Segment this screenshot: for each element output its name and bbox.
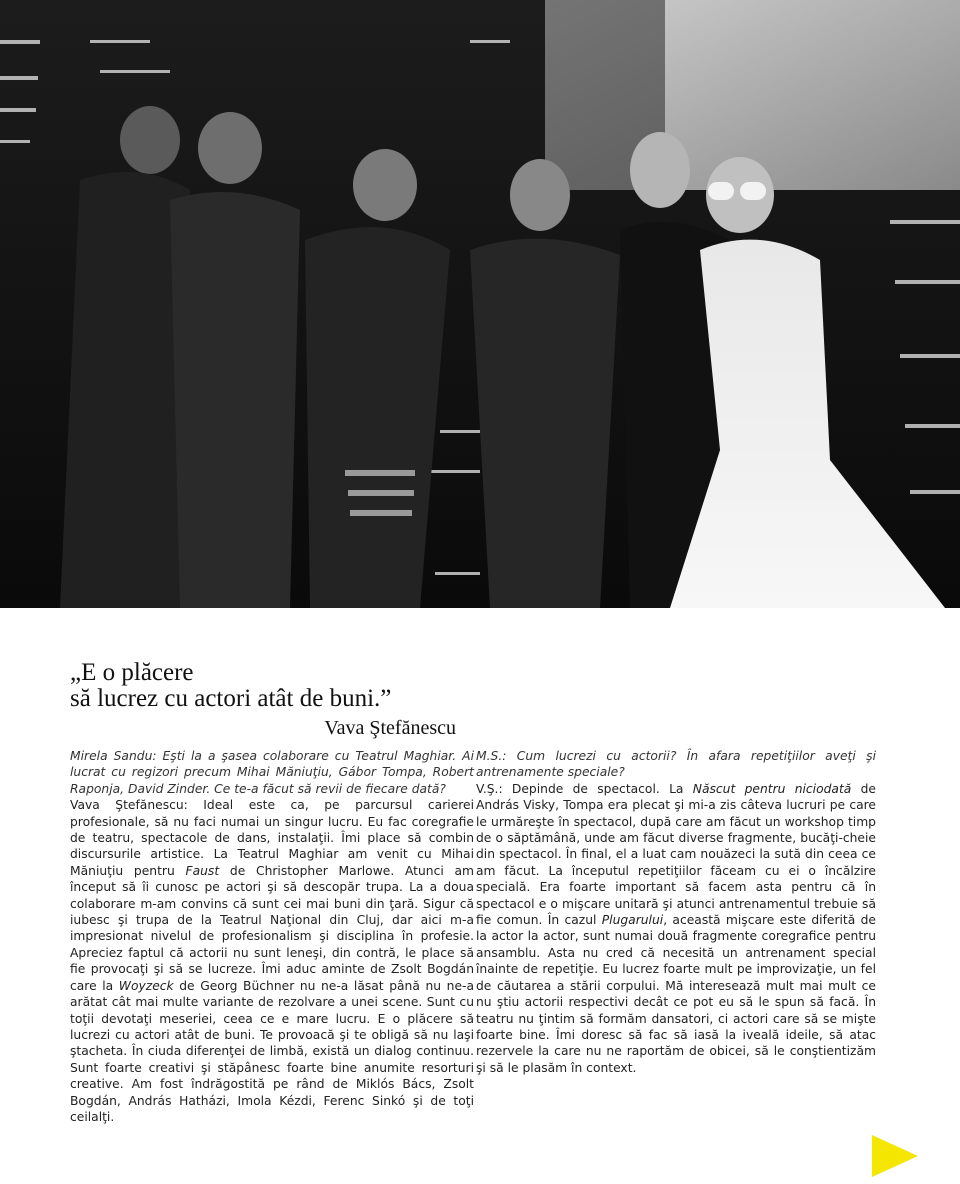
answer-2-part-3: , această mişcare este diferită de la actor la actor, sunt numai două fragmente coregrafice pentru ansamblu. Asta nu cred că necesită un antrenament special înainte de repetiţie. Eu lucrez foarte mult pe improvizaţie, un fel de căutarea a stării corpului. Mă interesează mult mai mult ce nu ştiu actorii respectivi decât ce pot eu să le spun să facă. În teatru nu ţintim să formăm dansatori, ci actori care să se mişte foarte bine. Îmi doresc să fac să iasă la iveală ideile, să atac rezervele la care nu ne raportăm de obicei, să le conştientizăm şi să le plasăm în context. <box>476 913 876 1075</box>
answer-2-part-1: V.Ş.: Depinde de spectacol. La <box>476 781 693 796</box>
interview-column-left <box>70 748 474 1125</box>
quote-line-1: „E o plăcere <box>70 659 194 686</box>
question-1: Mirela Sandu: Eşti la a şasea colaborare cu Teatrul Maghiar. Ai lucrat cu regizori precum Mihai Măniuţiu, Gábor Tompa, Robert Raponja, David Zinder. Ce te-a făcut să revii de fiecare dată? <box>70 749 474 796</box>
answer-2 <box>476 781 876 1076</box>
title-woyzeck: Woyzeck <box>118 978 174 993</box>
play-triangle-icon <box>870 1133 920 1179</box>
next-page-button[interactable] <box>870 1133 920 1179</box>
quote-line-2: să lucrez cu actori atât de buni.” <box>70 685 392 712</box>
title-faust: Faust <box>185 863 220 878</box>
interview-column-right <box>476 748 876 1076</box>
answer-1 <box>70 797 474 1125</box>
pull-quote <box>70 660 470 740</box>
title-plugarului: Plugarului <box>601 913 664 928</box>
quote-author: Vava Ştefănescu <box>324 717 456 739</box>
answer-1-part-1: Vava Ştefănescu: Ideal este ca, pe parcursul carierei profesionale, să nu faci numai un singur lucru. Eu fac coregrafie de teatru, spectacole de dans, instalaţii. Îmi place să combin discursurile artistice. La Teatrul Maghiar am venit cu Mihai Măniuţiu pentru <box>70 798 474 878</box>
answer-1-part-2: de Christopher Marlowe. Atunci am început să îi cunosc pe actori şi să descopăr trupa. La a doua colaborare m-am convins că sunt cei mai buni din ţară. Sigur că iubesc şi trupa de la Teatrul Naţional din Cluj, dar aici m-a impresionat nivelul de profesionalism şi disciplina în profesie. Apreciez faptul că actorii nu sunt leneşi, din contră, le place să fie provocaţi şi să se lucreze. Îmi aduc aminte de Zsolt Bogdán care la <box>70 863 474 993</box>
question-2: M.S.: Cum lucrezi cu actorii? În afara repetiţiilor aveţi şi antrenamente speciale? <box>476 749 876 780</box>
title-nascut: Născut pentru niciodată <box>692 781 852 796</box>
answer-2-part-2: de András Visky, Tompa era plecat şi mi-a zis câteva lucruri pe care le urmăreşte în spectacol, după care am făcut un workshop timp de o săptămână, unde am făcut diverse fragmente, bucăţi-cheie din spectacol. În final, el a luat cam nouăzeci la sută din ceea ce am făcut. La începutul repetiţiilor făceam cu ei o încălzire specială. Era foarte important să facem asta pentru că în spectacol e o mişcare unitară şi atunci antrenamentul trebuie să fie comun. În cazul <box>476 781 876 928</box>
answer-1-part-3: de Georg Büchner nu ne-a lăsat până nu ne-a arătat cât mai multe variante de rezolvare a unei scene. Sunt cu toţii devotaţi meseriei, ceea ce e mare lucru. E o plăcere să lucrezi cu actori atât de buni. Te provoacă şi te obligă să nu laşi ştacheta. În ciuda diferenţei de limbă, există un dialog continuu. Sunt foarte creativi şi stăpânesc foarte bine anumite resorturi creative. Am fost îndrăgostită pe rând de Miklós Bács, Zsolt Bogdán, András Hatházi, Imola Kézdi, Ferenc Sinkó şi de toţi ceilalţi. <box>70 978 474 1124</box>
